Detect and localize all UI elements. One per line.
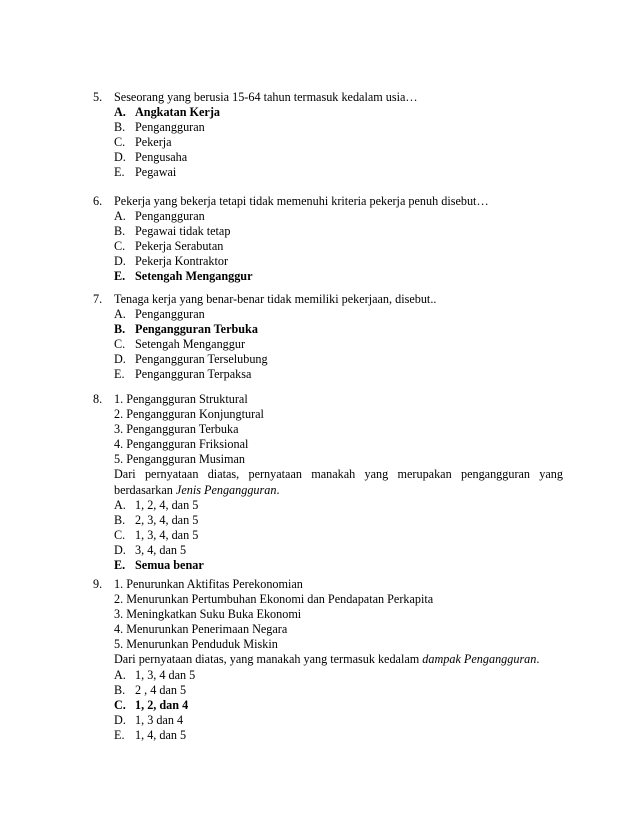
option-letter: E. xyxy=(114,165,125,180)
option-a xyxy=(93,668,563,683)
option-letter: D. xyxy=(114,150,126,165)
question-prompt xyxy=(93,467,563,497)
question-6 xyxy=(93,194,563,285)
option-e xyxy=(93,367,563,382)
statement-item: 2. Menurunkan Pertumbuhan Ekonomi dan Pendapatan Perkapita xyxy=(114,592,434,607)
option-letter: E. xyxy=(114,558,126,573)
option-letter: E. xyxy=(114,367,125,382)
option-letter: C. xyxy=(114,239,126,254)
option-text: Semua benar xyxy=(135,558,204,573)
question-5 xyxy=(93,90,563,181)
option-text: Pengusaha xyxy=(135,150,188,165)
option-letter: D. xyxy=(114,254,126,269)
option-text: 1, 4, dan 5 xyxy=(135,727,187,742)
question-stem: Tenaga kerja yang benar-benar tidak memiliki pekerjaan, disebut.. xyxy=(114,292,437,306)
question-number: 6. xyxy=(93,194,103,208)
option-letter: A. xyxy=(114,667,126,682)
question-number: 7. xyxy=(93,292,103,306)
option-letter: E. xyxy=(114,269,126,284)
option-a xyxy=(93,209,563,224)
option-text: Pekerja xyxy=(135,135,172,150)
option-b xyxy=(93,120,563,135)
option-letter: B. xyxy=(114,682,126,697)
statement-item: 4. Menurunkan Penerimaan Negara xyxy=(114,622,288,637)
option-letter: A. xyxy=(114,105,126,120)
option-letter: D. xyxy=(114,352,126,367)
option-b xyxy=(93,513,563,528)
option-d xyxy=(93,150,563,165)
question-prompt xyxy=(93,652,563,667)
option-letter: C. xyxy=(114,527,126,542)
option-d xyxy=(93,713,563,728)
question-9 xyxy=(93,577,563,743)
option-a xyxy=(93,498,563,513)
option-text: 2, 3, 4, dan 5 xyxy=(135,512,199,527)
option-b xyxy=(93,683,563,698)
statement-item: 1. Pengangguran Struktural xyxy=(114,392,248,406)
option-e xyxy=(93,165,563,180)
prompt-text: . xyxy=(536,652,540,667)
option-c xyxy=(93,698,563,713)
option-letter: A. xyxy=(114,307,126,322)
option-a xyxy=(93,307,563,322)
question-number: 9. xyxy=(93,577,103,591)
option-text: 1, 2, 4, dan 5 xyxy=(135,497,199,512)
option-text: 3, 4, dan 5 xyxy=(135,542,187,557)
option-letter: C. xyxy=(114,337,126,352)
option-letter: B. xyxy=(114,512,126,527)
prompt-emphasis: dampak Pengangguran xyxy=(422,652,537,667)
statement-item: 3. Pengangguran Terbuka xyxy=(114,422,239,437)
option-b xyxy=(93,224,563,239)
statement-item: 5. Menurunkan Penduduk Miskin xyxy=(114,637,278,652)
option-text: 1, 2, dan 4 xyxy=(135,697,189,712)
option-letter: B. xyxy=(114,224,126,239)
option-d xyxy=(93,352,563,367)
option-c xyxy=(93,528,563,543)
option-letter: C. xyxy=(114,697,126,712)
statement-item: 4. Pengangguran Friksional xyxy=(114,437,249,452)
statement-item: 2. Pengangguran Konjungtural xyxy=(114,407,264,422)
option-letter: A. xyxy=(114,497,126,512)
option-letter: D. xyxy=(114,712,126,727)
question-8 xyxy=(93,392,563,573)
option-e xyxy=(93,558,563,573)
question-number: 5. xyxy=(93,90,103,104)
option-letter: D. xyxy=(114,542,126,557)
prompt-text: Dari pernyataan diatas, yang manakah yang termasuk kedalam xyxy=(114,652,423,667)
option-text: Setengah Menganggur xyxy=(135,269,253,284)
option-d xyxy=(93,543,563,558)
question-stem: Pekerja yang bekerja tetapi tidak memenuhi kriteria pekerja penuh disebut… xyxy=(114,194,489,208)
option-text: 1, 3, 4, dan 5 xyxy=(135,527,199,542)
option-text: Pegawai xyxy=(135,165,177,180)
question-7 xyxy=(93,292,563,383)
option-c xyxy=(93,239,563,254)
option-text: 2 , 4 dan 5 xyxy=(135,682,187,697)
option-a xyxy=(93,105,563,120)
option-c xyxy=(93,135,563,150)
option-text: Pengangguran Terbuka xyxy=(135,322,258,337)
prompt-line: Dari pernyataan diatas, pernyataan manakah yang merupakan pengangguran yang xyxy=(114,467,563,482)
prompt-line xyxy=(114,483,563,498)
option-c xyxy=(93,337,563,352)
option-letter: A. xyxy=(114,209,126,224)
option-text: Pegawai tidak tetap xyxy=(135,224,231,239)
option-letter: B. xyxy=(114,120,126,135)
option-text: 1, 3 dan 4 xyxy=(135,712,184,727)
option-text: 1, 3, 4 dan 5 xyxy=(135,667,196,682)
option-e xyxy=(93,728,563,743)
prompt-emphasis: Jenis Pengangguran xyxy=(175,482,277,497)
option-text: Pekerja Serabutan xyxy=(135,239,224,254)
option-letter: C. xyxy=(114,135,126,150)
option-text: Setengah Menganggur xyxy=(135,337,245,352)
statement-item: 3. Meningkatkan Suku Buka Ekonomi xyxy=(114,607,302,622)
option-text: Pengangguran xyxy=(135,209,205,224)
option-text: Pengangguran xyxy=(135,307,205,322)
option-letter: E. xyxy=(114,727,125,742)
option-text: Pekerja Kontraktor xyxy=(135,254,229,269)
option-letter: B. xyxy=(114,322,126,337)
prompt-text: . xyxy=(276,482,280,497)
statement-item: 1. Penurunkan Aktifitas Perekonomian xyxy=(114,577,303,591)
question-stem: Seseorang yang berusia 15-64 tahun termasuk kedalam usia… xyxy=(114,90,418,104)
option-text: Pengangguran Terselubung xyxy=(135,352,268,367)
statement-item: 5. Pengangguran Musiman xyxy=(114,452,245,467)
option-text: Angkatan Kerja xyxy=(135,105,220,120)
question-number: 8. xyxy=(93,392,103,406)
option-text: Pengangguran xyxy=(135,120,205,135)
option-d xyxy=(93,254,563,269)
option-e xyxy=(93,269,563,284)
option-b xyxy=(93,322,563,337)
option-text: Pengangguran Terpaksa xyxy=(135,367,252,382)
prompt-text: berdasarkan xyxy=(114,482,176,497)
